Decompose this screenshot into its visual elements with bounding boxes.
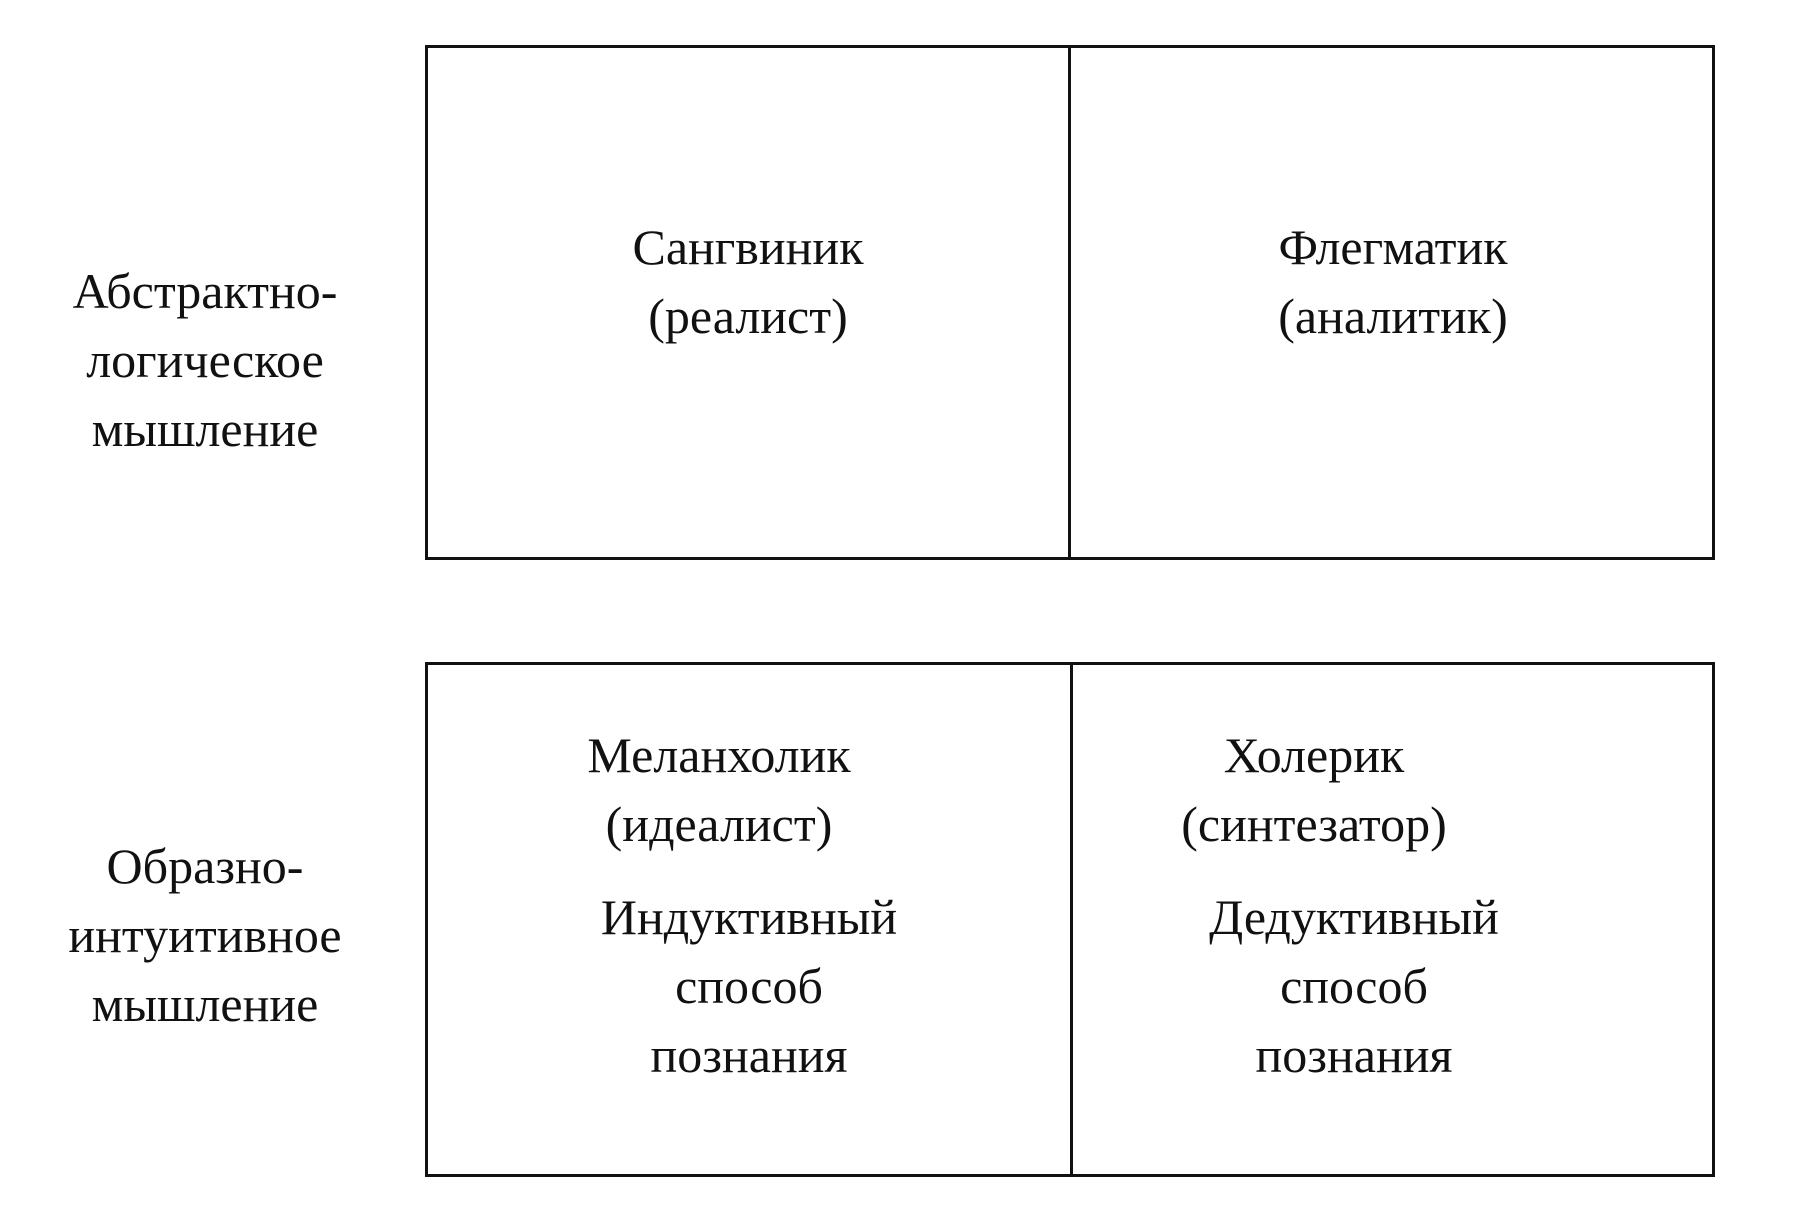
row-label-abstract-logical — [30, 257, 380, 464]
row-label-line: Абстрактно- — [72, 263, 338, 319]
row-label-line: Образно- — [106, 838, 304, 894]
method-line: Индуктивный — [600, 889, 898, 945]
row-label-line: интуитивное — [68, 907, 342, 963]
cell-type-role: (реалист) — [648, 288, 848, 344]
cell-sanguine — [428, 48, 1068, 557]
cognition-method-inductive — [428, 883, 1070, 1090]
method-line: Дедуктивный — [1209, 889, 1499, 945]
cell-type-name: Холерик — [1223, 727, 1405, 783]
cell-type-name: Меланхолик — [587, 727, 851, 783]
cognition-method-deductive — [1073, 883, 1715, 1090]
cell-type-name: Сангвиник — [632, 219, 864, 275]
cell-type-name: Флегматик — [1278, 219, 1508, 275]
cell-type-role: (идеалист) — [605, 796, 833, 852]
row-label-line: мышление — [91, 976, 319, 1032]
row-label-line: логическое — [86, 332, 324, 388]
row-label-line: мышление — [91, 401, 319, 457]
cell-phlegmatic — [1071, 48, 1715, 557]
cell-choleric — [1073, 665, 1715, 1174]
method-line: познания — [1255, 1027, 1453, 1083]
cell-type-role: (синтезатор) — [1181, 796, 1447, 852]
method-line: способ — [1280, 958, 1428, 1014]
method-line: познания — [650, 1027, 848, 1083]
cell-melancholic — [428, 665, 1070, 1174]
bottom-quadrant-box — [425, 662, 1715, 1177]
cell-type-role: (аналитик) — [1278, 288, 1508, 344]
top-quadrant-box — [425, 45, 1715, 560]
method-line: способ — [675, 958, 823, 1014]
row-label-figurative-intuitive — [30, 832, 380, 1039]
